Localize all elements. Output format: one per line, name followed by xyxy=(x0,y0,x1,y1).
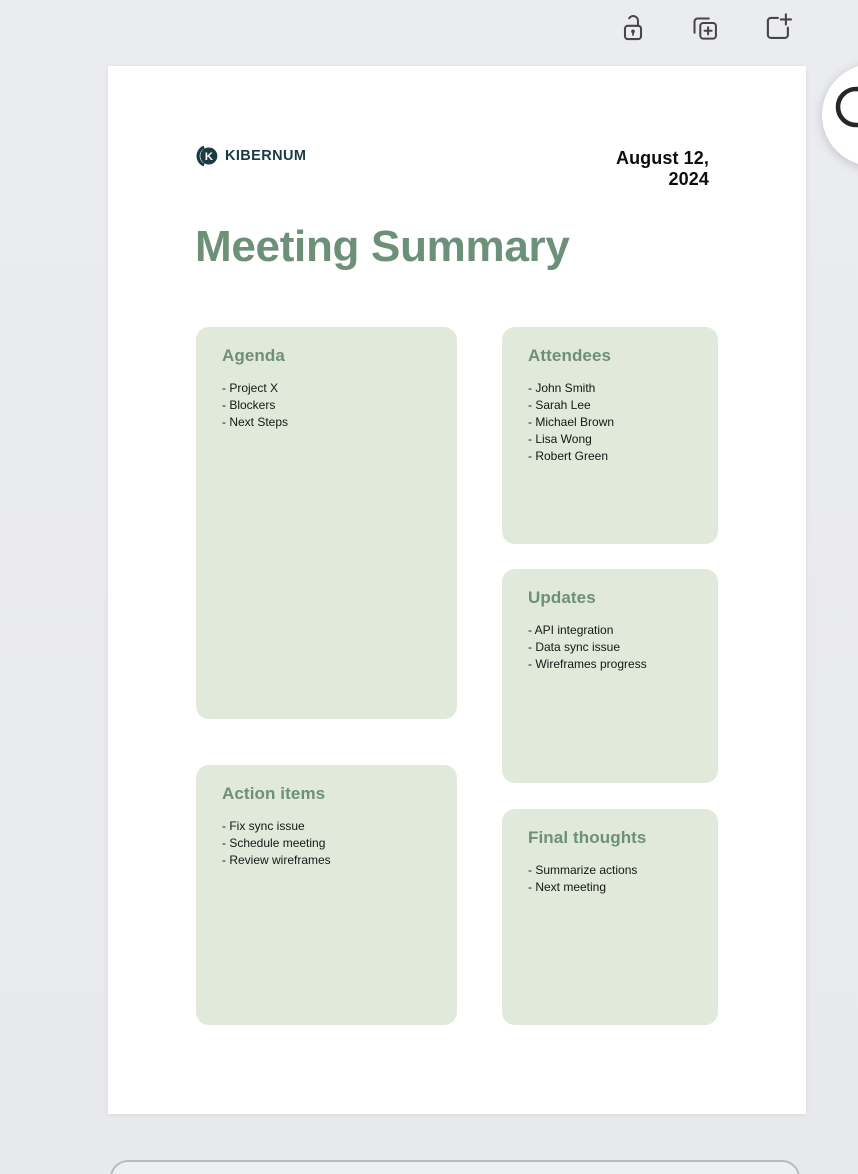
card-heading: Attendees xyxy=(528,346,612,365)
document-date[interactable]: August 12, 2024 xyxy=(615,148,709,189)
card-attendees[interactable] xyxy=(502,327,718,544)
list-item: - Fix sync issue xyxy=(222,819,305,833)
list-item: - Robert Green xyxy=(528,449,609,463)
list-item: - Next Steps xyxy=(222,415,289,429)
add-page-icon xyxy=(763,13,793,43)
list-item: - Lisa Wong xyxy=(528,432,592,446)
list-item: - Wireframes progress xyxy=(528,657,647,671)
card-action-items[interactable] xyxy=(196,765,457,1025)
card-heading: Final thoughts xyxy=(528,828,647,847)
list-item: - Review wireframes xyxy=(222,853,331,867)
list-item: - Project X xyxy=(222,381,279,395)
list-item: - Sarah Lee xyxy=(528,398,591,412)
unlock-icon xyxy=(620,12,646,44)
list-item: - Data sync issue xyxy=(528,640,621,654)
card-heading: Action items xyxy=(222,784,326,803)
unlock-button[interactable] xyxy=(620,12,646,44)
list-item: - Schedule meeting xyxy=(222,836,326,850)
card-items xyxy=(528,862,692,896)
card-heading: Agenda xyxy=(222,346,285,365)
search-button[interactable] xyxy=(822,64,858,166)
kibernum-logo-mark xyxy=(196,145,218,167)
card-updates[interactable] xyxy=(502,569,718,783)
list-item: - Summarize actions xyxy=(528,863,638,877)
card-agenda[interactable] xyxy=(196,327,457,719)
card-items xyxy=(222,818,431,869)
next-page-preview[interactable] xyxy=(110,1160,800,1174)
logo-text: KIBERNUM xyxy=(225,148,307,164)
card-items xyxy=(222,380,431,431)
list-item: - Blockers xyxy=(222,398,276,412)
search-icon xyxy=(822,64,858,166)
card-items xyxy=(528,622,692,673)
svg-text:K: K xyxy=(204,151,213,164)
duplicate-page-button[interactable] xyxy=(690,16,720,43)
list-item: - Michael Brown xyxy=(528,415,615,429)
list-item: - John Smith xyxy=(528,381,596,395)
document-title[interactable]: Meeting Summary xyxy=(195,222,570,271)
add-page-button[interactable] xyxy=(763,13,793,43)
logo[interactable] xyxy=(196,145,306,167)
document-page[interactable] xyxy=(108,66,806,1114)
card-heading: Updates xyxy=(528,588,596,607)
card-final-thoughts[interactable] xyxy=(502,809,718,1025)
list-item: - Next meeting xyxy=(528,880,607,894)
duplicate-icon xyxy=(690,16,720,43)
list-item: - API integration xyxy=(528,623,614,637)
card-items xyxy=(528,380,692,465)
